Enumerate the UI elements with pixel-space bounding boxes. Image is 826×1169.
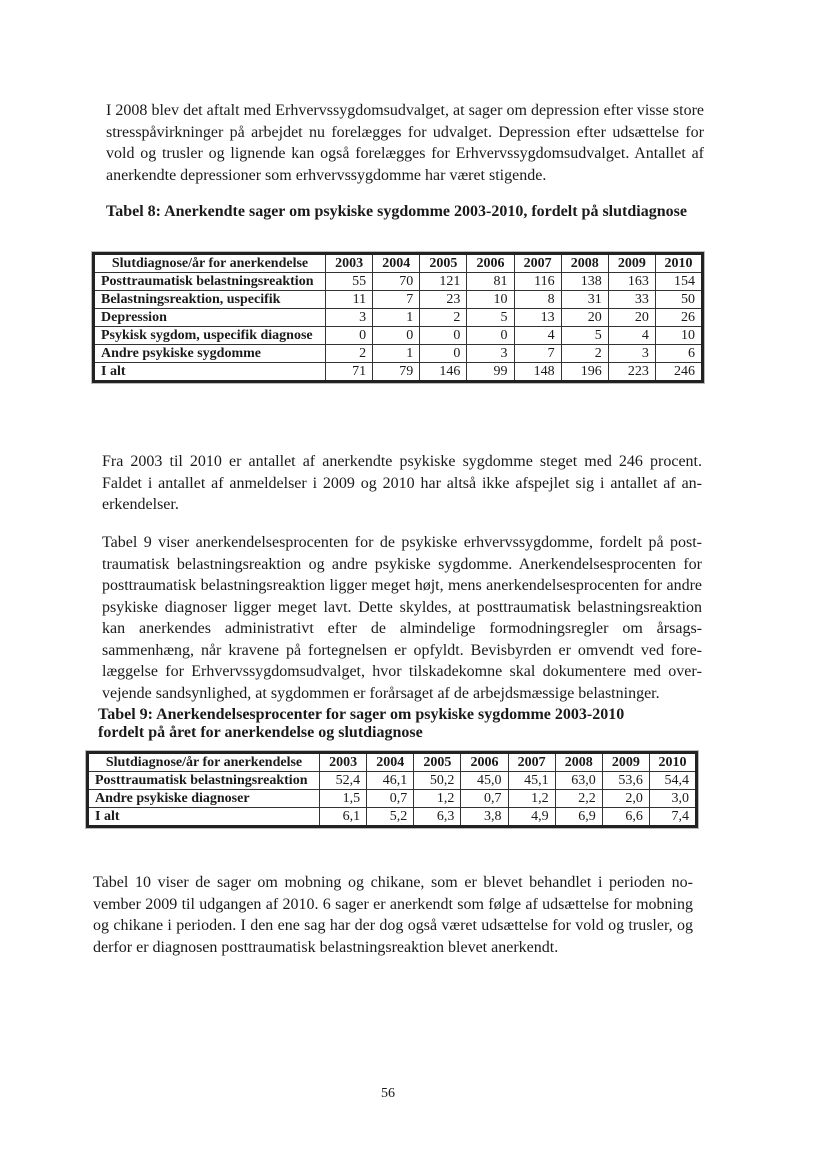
table9-year: 2010 xyxy=(649,753,696,772)
table-cell: 1,5 xyxy=(320,790,367,808)
table9 xyxy=(86,751,698,828)
table8-year: 2008 xyxy=(561,254,608,273)
table-cell: 53,6 xyxy=(602,772,649,790)
table-cell: 0,7 xyxy=(461,790,508,808)
table8-year: 2007 xyxy=(514,254,561,273)
table-cell: 45,1 xyxy=(508,772,555,790)
paragraph-increase: Fra 2003 til 2010 er antallet af anerkendte psykiske sygdomme steget med 246 procent. Faldet i antallet af anmeldelser i 2009 og 2010 har altså ikke afspejlet sig i antallet af anerkendelser. xyxy=(102,453,702,513)
table8-year: 2004 xyxy=(373,254,420,273)
table-row xyxy=(94,273,703,291)
table9-header-label: Slutdiagnose/år for anerkendelse xyxy=(88,753,320,772)
page-number: 56 xyxy=(381,1086,395,1101)
row-label: I alt xyxy=(94,363,326,382)
table8-year: 2006 xyxy=(467,254,514,273)
table-cell: 1,2 xyxy=(508,790,555,808)
table-cell: 20 xyxy=(608,309,655,327)
row-label: Psykisk sygdom, uspecifik diagnose xyxy=(94,327,326,345)
table-cell: 7,4 xyxy=(649,808,696,827)
table-cell: 196 xyxy=(561,363,608,382)
table9-year: 2007 xyxy=(508,753,555,772)
table-cell: 8 xyxy=(514,291,561,309)
table-cell: 4 xyxy=(514,327,561,345)
table-cell: 81 xyxy=(467,273,514,291)
table-cell: 79 xyxy=(373,363,420,382)
table-cell: 2 xyxy=(561,345,608,363)
table-row-total xyxy=(94,363,703,382)
table-cell: 55 xyxy=(326,273,373,291)
table-cell: 1 xyxy=(373,309,420,327)
table8-header-label: Slutdiagnose/år for anerkendelse xyxy=(94,254,326,273)
row-label: Andre psykiske sygdomme xyxy=(94,345,326,363)
table8-year: 2005 xyxy=(420,254,467,273)
table-cell: 3,8 xyxy=(461,808,508,827)
table-cell: 23 xyxy=(420,291,467,309)
table9-year: 2003 xyxy=(320,753,367,772)
table9-header-row xyxy=(88,753,697,772)
table-cell: 50,2 xyxy=(414,772,461,790)
table9-year: 2005 xyxy=(414,753,461,772)
table-row xyxy=(94,345,703,363)
table-cell: 0 xyxy=(326,327,373,345)
table-cell: 1 xyxy=(373,345,420,363)
row-label: Depression xyxy=(94,309,326,327)
table9-caption: Tabel 9: Anerkendelsesprocenter for sager om psykiske sygdomme 2003-2010 fordelt på året for anerkendelse og slutdiagnose xyxy=(98,706,625,741)
table8 xyxy=(92,252,704,383)
table-cell: 45,0 xyxy=(461,772,508,790)
table-row xyxy=(94,291,703,309)
table-cell: 1,2 xyxy=(414,790,461,808)
table-cell: 2,2 xyxy=(555,790,602,808)
table-cell: 63,0 xyxy=(555,772,602,790)
table-cell: 7 xyxy=(373,291,420,309)
table-cell: 163 xyxy=(608,273,655,291)
table-row xyxy=(88,772,697,790)
table8-year: 2010 xyxy=(655,254,702,273)
table-cell: 4 xyxy=(608,327,655,345)
table-cell: 20 xyxy=(561,309,608,327)
table-row-total xyxy=(88,808,697,827)
table-row xyxy=(88,790,697,808)
table8-header-row xyxy=(94,254,703,273)
table-row xyxy=(94,327,703,345)
table-cell: 0 xyxy=(420,345,467,363)
table-cell: 11 xyxy=(326,291,373,309)
row-label: I alt xyxy=(88,808,320,827)
row-label: Andre psykiske diagnoser xyxy=(88,790,320,808)
paragraph-table9-intro: Tabel 9 viser anerkendelsesprocenten for de psykiske erhvervssygdomme, fordelt på posttraumatisk belastningsreaktion og andre psykiske sygdomme. Anerkendelsesprocenten for posttraumatisk belastningsreaktion ligger meget højt, mens anerkendelsesprocenten for andre psykiske diagnoser ligger meget lavt. Dette skyldes, at posttraumatisk belastningsreaktion kan anerkendes administrativt efter de almindelige formodningsregler om årsagssammenhæng, når kravene på fortegnelsen er opfyldt. Bevisbyrden er omvendt ved forelæggelse for Erhvervssygdomsudvalget, hvor tilskadekomne skal dokumentere med overvejende sandsynlighed, at sygdommen er forårsaget af de arbejdsmæssige belastninger. xyxy=(102,534,702,702)
table-cell: 0 xyxy=(420,327,467,345)
table-row xyxy=(94,309,703,327)
table-cell: 54,4 xyxy=(649,772,696,790)
table-cell: 154 xyxy=(655,273,702,291)
table-cell: 5 xyxy=(467,309,514,327)
table-cell: 223 xyxy=(608,363,655,382)
table-cell: 31 xyxy=(561,291,608,309)
row-label: Posttraumatisk belastningsreaktion xyxy=(94,273,326,291)
table-cell: 5 xyxy=(561,327,608,345)
row-label: Posttraumatisk belastningsreaktion xyxy=(88,772,320,790)
table-cell: 4,9 xyxy=(508,808,555,827)
table-cell: 2 xyxy=(420,309,467,327)
table-cell: 7 xyxy=(514,345,561,363)
table-cell: 3 xyxy=(467,345,514,363)
table-cell: 148 xyxy=(514,363,561,382)
table-cell: 70 xyxy=(373,273,420,291)
table-cell: 6 xyxy=(655,345,702,363)
table-cell: 99 xyxy=(467,363,514,382)
table-cell: 6,1 xyxy=(320,808,367,827)
table9-year: 2008 xyxy=(555,753,602,772)
table8-caption: Tabel 8: Anerkendte sager om psykiske sygdomme 2003-2010, fordelt på slutdiagnose xyxy=(106,203,687,220)
table-cell: 3,0 xyxy=(649,790,696,808)
table-cell: 52,4 xyxy=(320,772,367,790)
table-cell: 246 xyxy=(655,363,702,382)
table-cell: 3 xyxy=(326,309,373,327)
table-cell: 26 xyxy=(655,309,702,327)
table-cell: 6,6 xyxy=(602,808,649,827)
table-cell: 10 xyxy=(655,327,702,345)
table-cell: 5,2 xyxy=(367,808,414,827)
table-cell: 116 xyxy=(514,273,561,291)
table-cell: 71 xyxy=(326,363,373,382)
table-cell: 13 xyxy=(514,309,561,327)
table9-year: 2006 xyxy=(461,753,508,772)
table9-year: 2009 xyxy=(602,753,649,772)
table-cell: 33 xyxy=(608,291,655,309)
row-label: Belastningsreaktion, uspecifik xyxy=(94,291,326,309)
table-cell: 3 xyxy=(608,345,655,363)
table-cell: 146 xyxy=(420,363,467,382)
table8-year: 2003 xyxy=(326,254,373,273)
table-cell: 121 xyxy=(420,273,467,291)
table-cell: 6,3 xyxy=(414,808,461,827)
table-cell: 6,9 xyxy=(555,808,602,827)
intro-paragraph: I 2008 blev det aftalt med Erhvervssygdomsudvalget, at sager om depression efter visse store stresspåvirkninger på arbejdet nu forelægges for udvalget. Depression efter udsættelse for vold og trusler og lignende kan også forelægges for Erhvervssygdomsudvalget. Antallet af anerkendte depressioner som erhvervssygdomme har været stigende. xyxy=(106,102,704,184)
table8-year: 2009 xyxy=(608,254,655,273)
table-cell: 2,0 xyxy=(602,790,649,808)
table-cell: 0 xyxy=(373,327,420,345)
table-cell: 138 xyxy=(561,273,608,291)
table-cell: 10 xyxy=(467,291,514,309)
table-cell: 50 xyxy=(655,291,702,309)
paragraph-table10-intro: Tabel 10 viser de sager om mobning og chikane, som er blevet behandlet i perioden november 2009 til udgangen af 2010. 6 sager er anerkendt som følge af udsættelse for mobning og chikane i perioden. I den ene sag har der dog også været udsættelse for vold og trusler, og derfor er diagnosen posttraumatisk belastningsreaktion blevet anerkendt. xyxy=(93,874,693,956)
table-cell: 2 xyxy=(326,345,373,363)
table9-year: 2004 xyxy=(367,753,414,772)
table-cell: 0 xyxy=(467,327,514,345)
table-cell: 46,1 xyxy=(367,772,414,790)
table-cell: 0,7 xyxy=(367,790,414,808)
